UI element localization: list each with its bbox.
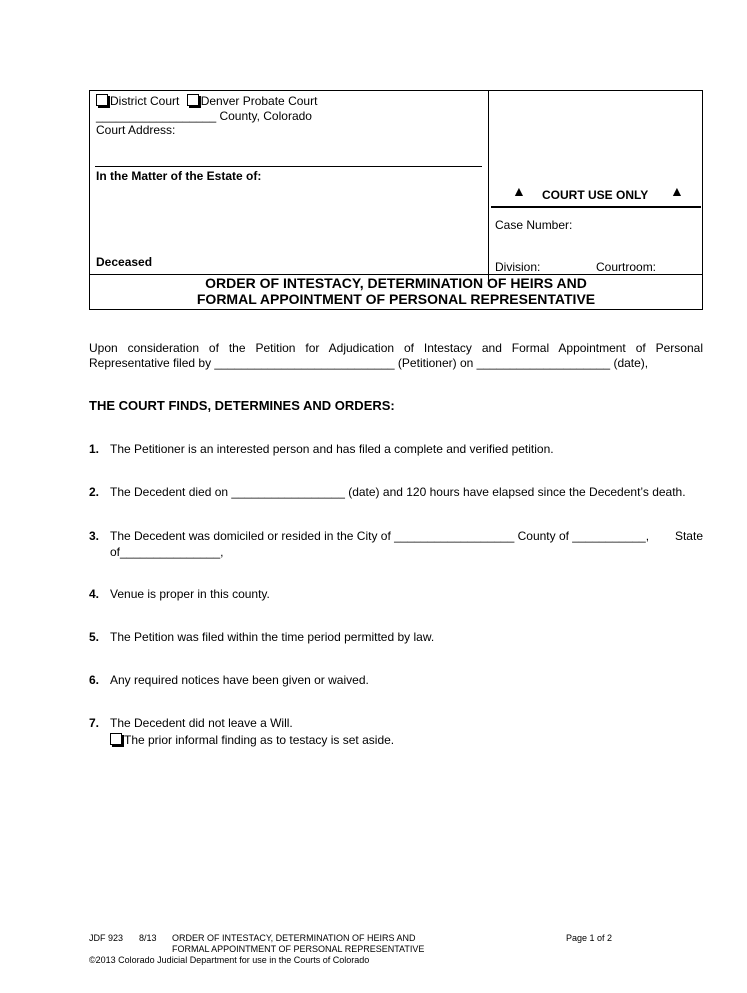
title-line-1: ORDER OF INTESTACY, DETERMINATION OF HEIRS AND bbox=[205, 275, 587, 291]
item-text: The Decedent died on _________________ (date) and 120 hours have elapsed since the Decedent’s death. bbox=[110, 485, 686, 499]
item-text-state: State bbox=[674, 529, 703, 543]
estate-matter-label: In the Matter of the Estate of: bbox=[96, 169, 262, 183]
intro-line-1: Upon consideration of the Petition for Adjudication of Intestacy and Formal Appointment of Personal bbox=[89, 341, 703, 355]
court-use-only-label: COURT USE ONLY bbox=[542, 188, 649, 202]
footer-page-number: Page 1 of 2 bbox=[566, 933, 613, 943]
title-line-2: FORMAL APPOINTMENT OF PERSONAL REPRESENTATIVE bbox=[196, 291, 596, 307]
intro-line-2: Representative filed by ___________________________ (Petitioner) on ____________________ (date), bbox=[89, 356, 649, 370]
testacy-option bbox=[110, 732, 703, 748]
finding-item-6 bbox=[89, 672, 703, 688]
item-text: The Decedent was domiciled or resided in the City of __________________ County of ___________, bbox=[110, 529, 650, 543]
denver-probate-court-label: Denver Probate Court bbox=[200, 94, 318, 108]
court-use-divider bbox=[491, 206, 701, 208]
denver-probate-court-checkbox[interactable] bbox=[187, 94, 199, 106]
finding-item-4 bbox=[89, 586, 703, 602]
triangle-up-icon: ▲ bbox=[512, 183, 526, 199]
footer-title-1: ORDER OF INTESTACY, DETERMINATION OF HEIRS AND bbox=[172, 933, 416, 943]
footer-title-2: FORMAL APPOINTMENT OF PERSONAL REPRESENTATIVE bbox=[172, 944, 425, 954]
item-text: The Petitioner is an interested person and has filed a complete and verified petition. bbox=[110, 442, 554, 456]
division-label: Division: bbox=[495, 260, 541, 274]
footer-revision: 8/13 bbox=[139, 933, 157, 943]
finding-item-7 bbox=[89, 715, 703, 748]
finding-item-5 bbox=[89, 629, 703, 645]
case-number-label: Case Number: bbox=[495, 218, 573, 232]
court-selection bbox=[96, 94, 317, 108]
item-number: 7. bbox=[89, 716, 100, 730]
item-text: Any required notices have been given or waived. bbox=[110, 673, 369, 687]
item-number: 3. bbox=[89, 529, 100, 543]
finding-item-3 bbox=[89, 528, 703, 560]
item-number: 4. bbox=[89, 587, 100, 601]
footer-form-id: JDF 923 bbox=[89, 933, 124, 943]
title-top-border bbox=[89, 274, 703, 275]
item-number: 6. bbox=[89, 673, 100, 687]
item-number: 2. bbox=[89, 485, 100, 499]
footer-copyright: ©2013 Colorado Judicial Department for use in the Courts of Colorado bbox=[89, 955, 370, 965]
courtroom-label: Courtroom: bbox=[596, 260, 657, 274]
caption-divider bbox=[95, 166, 482, 167]
item-text: The Petition was filed within the time period permitted by law. bbox=[110, 630, 435, 644]
document-title bbox=[89, 275, 703, 307]
item-text: Venue is proper in this county. bbox=[110, 587, 270, 601]
findings-heading: THE COURT FINDS, DETERMINES AND ORDERS: bbox=[89, 398, 395, 413]
set-aside-label: The prior informal finding as to testacy is set aside. bbox=[124, 733, 395, 747]
item-number: 5. bbox=[89, 630, 100, 644]
set-aside-checkbox[interactable] bbox=[110, 733, 122, 745]
triangle-up-icon: ▲ bbox=[670, 183, 684, 199]
deceased-label: Deceased bbox=[96, 255, 153, 269]
item-text-continued: of_______________, bbox=[110, 545, 224, 559]
court-address-label: Court Address: bbox=[96, 123, 176, 137]
county-line: __________________ County, Colorado bbox=[96, 109, 312, 123]
district-court-label: District Court bbox=[110, 94, 180, 108]
district-court-checkbox[interactable] bbox=[96, 94, 108, 106]
finding-item-1 bbox=[89, 441, 703, 457]
finding-item-2 bbox=[89, 484, 703, 500]
item-number: 1. bbox=[89, 442, 100, 456]
item-text: The Decedent did not leave a Will. bbox=[110, 716, 293, 730]
